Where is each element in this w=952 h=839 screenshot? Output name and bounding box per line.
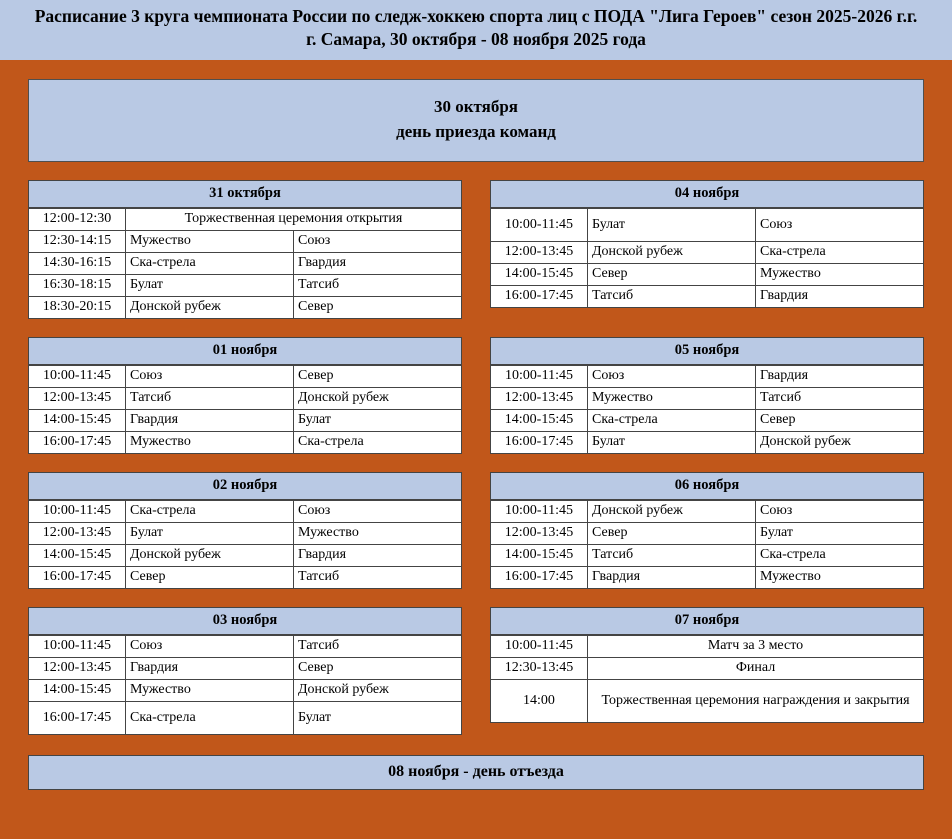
home-team: Союз [588, 365, 756, 387]
match-time: 12:00-12:30 [29, 208, 126, 230]
match-time: 10:00-11:45 [491, 500, 588, 522]
away-team: Союз [756, 208, 924, 241]
home-team: Мужество [126, 431, 294, 453]
table-row [29, 566, 462, 588]
table-row [29, 657, 462, 679]
day-title: 04 ноября [490, 180, 924, 208]
match-time: 12:00-13:45 [491, 387, 588, 409]
away-team: Булат [756, 522, 924, 544]
home-team: Союз [126, 365, 294, 387]
day-schedule-table [28, 500, 462, 589]
table-row [29, 500, 462, 522]
departure-banner: 08 ноября - день отъезда [28, 755, 924, 790]
home-team: Союз [126, 635, 294, 657]
table-row [29, 701, 462, 734]
away-team: Мужество [756, 566, 924, 588]
match-time: 12:00-13:45 [29, 522, 126, 544]
match-time: 12:00-13:45 [29, 387, 126, 409]
page-header [0, 0, 952, 63]
home-team: Север [588, 522, 756, 544]
away-team: Татсиб [756, 387, 924, 409]
away-team: Север [294, 657, 462, 679]
match-time: 14:00 [491, 679, 588, 722]
day-title: 05 ноября [490, 337, 924, 365]
match-time: 14:30-16:15 [29, 252, 126, 274]
away-team: Гвардия [756, 365, 924, 387]
table-row [491, 500, 924, 522]
day-title: 06 ноября [490, 472, 924, 500]
home-team: Донской рубеж [126, 544, 294, 566]
away-team: Мужество [294, 522, 462, 544]
home-team: Ска-стрела [126, 500, 294, 522]
match-time: 16:00-17:45 [29, 566, 126, 588]
match-time: 10:00-11:45 [29, 365, 126, 387]
home-team: Булат [588, 208, 756, 241]
match-time: 12:00-13:45 [491, 522, 588, 544]
table-row [29, 635, 462, 657]
table-row [491, 431, 924, 453]
table-row [491, 263, 924, 285]
day-schedule-table [28, 365, 462, 454]
table-row [491, 522, 924, 544]
match-time: 16:00-17:45 [491, 431, 588, 453]
arrival-date: 30 октября [433, 96, 519, 116]
match-time: 16:00-17:45 [491, 285, 588, 307]
away-team: Ска-стрела [756, 544, 924, 566]
match-time: 10:00-11:45 [491, 208, 588, 241]
match-time: 10:00-11:45 [29, 635, 126, 657]
day-block [28, 607, 462, 735]
table-row [29, 409, 462, 431]
away-team: Союз [756, 500, 924, 522]
day-schedule-table [28, 635, 462, 735]
day-schedule-table [490, 208, 924, 308]
away-team: Союз [294, 230, 462, 252]
home-team: Мужество [588, 387, 756, 409]
match-time: 14:00-15:45 [491, 544, 588, 566]
day-block [28, 472, 462, 589]
table-row [491, 679, 924, 722]
home-team: Булат [126, 274, 294, 296]
match-time: 10:00-11:45 [29, 500, 126, 522]
page-title: Расписание 3 круга чемпионата России по следж-хоккею спорта лиц с ПОДА "Лига Героев" сезон 2025-2026 г.г. [34, 6, 918, 26]
home-team: Гвардия [588, 566, 756, 588]
home-team: Мужество [126, 230, 294, 252]
table-row [491, 657, 924, 679]
table-row [29, 252, 462, 274]
away-team: Донской рубеж [294, 679, 462, 701]
day-title: 02 ноября [28, 472, 462, 500]
away-team: Север [294, 296, 462, 318]
home-team: Татсиб [588, 544, 756, 566]
day-title: 01 ноября [28, 337, 462, 365]
table-row [491, 566, 924, 588]
home-team: Ска-стрела [126, 252, 294, 274]
match-time: 14:00-15:45 [491, 263, 588, 285]
match-time: 14:00-15:45 [29, 544, 126, 566]
away-team: Ска-стрела [756, 241, 924, 263]
table-row [29, 431, 462, 453]
match-time: 14:00-15:45 [29, 409, 126, 431]
match-time: 16:00-17:45 [29, 431, 126, 453]
away-team: Булат [294, 409, 462, 431]
match-time: 14:00-15:45 [29, 679, 126, 701]
home-team: Гвардия [126, 657, 294, 679]
table-row [29, 365, 462, 387]
table-row [29, 679, 462, 701]
away-team: Гвардия [294, 544, 462, 566]
away-team: Гвардия [756, 285, 924, 307]
match-time: 10:00-11:45 [491, 635, 588, 657]
table-row [29, 296, 462, 318]
table-row [491, 365, 924, 387]
home-team: Ска-стрела [126, 701, 294, 734]
home-team: Север [126, 566, 294, 588]
home-team: Татсиб [588, 285, 756, 307]
home-team: Донской рубеж [588, 241, 756, 263]
home-team: Север [588, 263, 756, 285]
table-row [29, 274, 462, 296]
home-team: Татсиб [126, 387, 294, 409]
away-team: Донской рубеж [756, 431, 924, 453]
day-block [490, 607, 924, 735]
away-team: Север [756, 409, 924, 431]
day-block [490, 337, 924, 454]
home-team: Булат [126, 522, 294, 544]
home-team: Гвардия [126, 409, 294, 431]
day-schedule-table [490, 500, 924, 589]
event-description: Финал [588, 657, 924, 679]
day-schedule-table [490, 365, 924, 454]
day-title: 03 ноября [28, 607, 462, 635]
day-block [28, 337, 462, 454]
arrival-text: день приезда команд [396, 122, 556, 141]
match-time: 14:00-15:45 [491, 409, 588, 431]
day-schedule-table [490, 635, 924, 723]
home-team: Донской рубеж [588, 500, 756, 522]
away-team: Татсиб [294, 566, 462, 588]
day-title: 31 октября [28, 180, 462, 208]
day-title: 07 ноября [490, 607, 924, 635]
table-row [491, 409, 924, 431]
event-description: Торжественная церемония награждения и закрытия [588, 679, 924, 722]
table-row [491, 544, 924, 566]
away-team: Булат [294, 701, 462, 734]
match-time: 16:00-17:45 [29, 701, 126, 734]
day-schedule-table [28, 208, 462, 319]
away-team: Гвардия [294, 252, 462, 274]
away-team: Север [294, 365, 462, 387]
page-subtitle: г. Самара, 30 октября - 08 ноября 2025 года [306, 28, 646, 49]
day-block [490, 472, 924, 589]
match-time: 12:30-13:45 [491, 657, 588, 679]
match-time: 12:00-13:45 [29, 657, 126, 679]
away-team: Мужество [756, 263, 924, 285]
table-row [29, 208, 462, 230]
away-team: Ска-стрела [294, 431, 462, 453]
table-row [491, 208, 924, 241]
away-team: Донской рубеж [294, 387, 462, 409]
table-row [29, 230, 462, 252]
home-team: Мужество [126, 679, 294, 701]
away-team: Татсиб [294, 635, 462, 657]
home-team: Донской рубеж [126, 296, 294, 318]
table-row [491, 635, 924, 657]
match-time: 10:00-11:45 [491, 365, 588, 387]
table-row [491, 285, 924, 307]
match-time: 16:00-17:45 [491, 566, 588, 588]
match-time: 12:00-13:45 [491, 241, 588, 263]
event-description: Матч за 3 место [588, 635, 924, 657]
match-time: 18:30-20:15 [29, 296, 126, 318]
table-row [29, 544, 462, 566]
table-row [29, 387, 462, 409]
event-description: Торжественная церемония открытия [126, 208, 462, 230]
home-team: Ска-стрела [588, 409, 756, 431]
day-block [490, 180, 924, 319]
away-team: Союз [294, 500, 462, 522]
day-block [28, 180, 462, 319]
day-blocks-grid [28, 180, 924, 735]
match-time: 12:30-14:15 [29, 230, 126, 252]
away-team: Татсиб [294, 274, 462, 296]
table-row [29, 522, 462, 544]
table-row [491, 387, 924, 409]
table-row [491, 241, 924, 263]
home-team: Булат [588, 431, 756, 453]
match-time: 16:30-18:15 [29, 274, 126, 296]
arrival-banner [28, 79, 924, 162]
